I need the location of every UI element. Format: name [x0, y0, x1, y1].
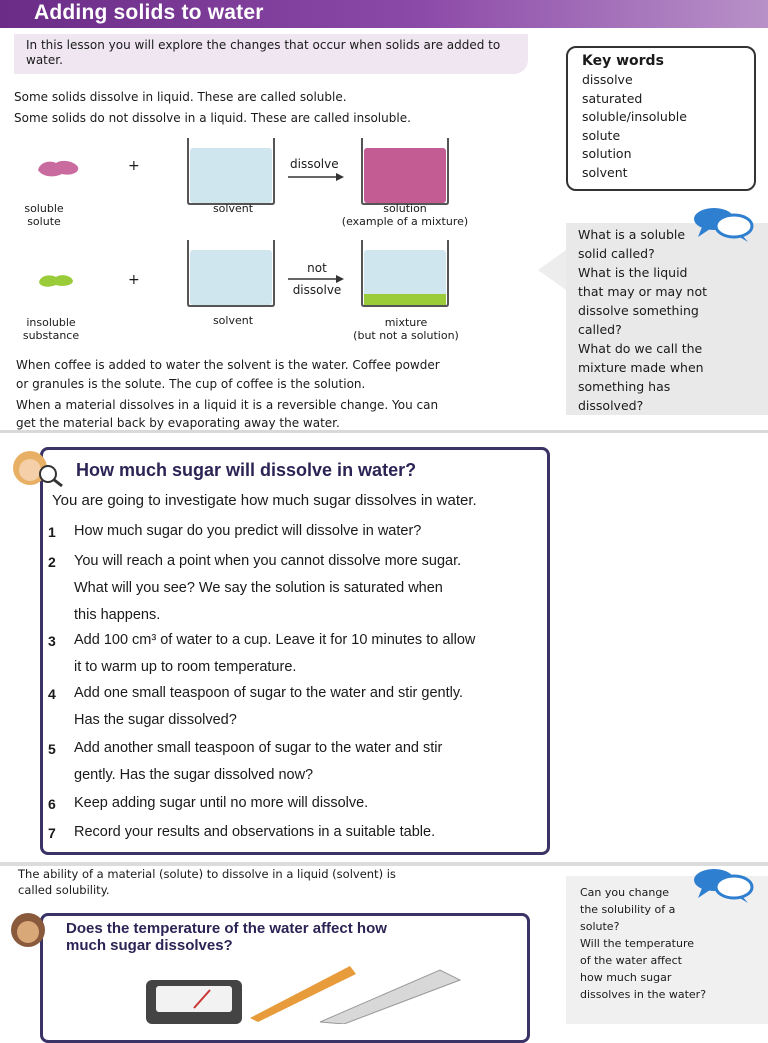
step-number: 6 — [48, 796, 56, 812]
question-line: something has — [578, 379, 671, 394]
solvent-label-2: solvent — [212, 314, 254, 327]
sediment-fill — [364, 294, 446, 305]
step-text — [74, 680, 544, 734]
soluble-solute-icon — [34, 156, 84, 180]
question-line: solute? — [580, 920, 620, 933]
question-line: What is the liquid — [578, 265, 688, 280]
question-line: the solubility of a — [580, 903, 676, 916]
coffee-text-1: When coffee is added to water the solvent is the water. Coffee powder — [16, 358, 440, 372]
step-text — [74, 819, 544, 846]
intro-text: In this lesson you will explore the changes that occur when solids are added to water. — [26, 38, 501, 67]
keyword-item: saturated — [582, 90, 643, 106]
step-number: 7 — [48, 825, 56, 841]
solution-label-line2: (example of a mixture) — [341, 215, 469, 228]
step-line: Record your results and observations in a suitable table. — [74, 824, 436, 840]
soluble-solute-shape — [38, 161, 78, 176]
step-text — [74, 790, 544, 817]
activity2-title-line: much sugar dissolves? — [66, 937, 233, 954]
scientist-avatar-icon — [6, 910, 52, 950]
activity-intro: You are going to investigate how much sugar dissolves in water. — [52, 492, 477, 509]
solvent-beaker-2 — [186, 238, 276, 308]
speech-bubble-icon — [690, 205, 756, 243]
solution-fill — [364, 148, 446, 203]
question-line: What is a soluble — [578, 227, 686, 242]
not-label: not — [307, 261, 327, 275]
step-line: Add another small teaspoon of sugar to the water and stir — [74, 740, 443, 756]
step-line: gently. Has the sugar dissolved now? — [74, 767, 314, 783]
step-text — [74, 548, 544, 629]
question-line: dissolved? — [578, 398, 644, 413]
solubility-line: called solubility. — [18, 883, 110, 897]
step-line: You will reach a point when you cannot dissolve more sugar. — [74, 553, 462, 569]
intro-box — [14, 34, 528, 74]
scientist-avatar-icon — [8, 448, 70, 490]
plus-sign: + — [128, 272, 140, 288]
insoluble-label-line1: insoluble — [26, 316, 76, 329]
solution-label — [330, 202, 480, 228]
step-text — [74, 735, 544, 789]
step-text — [74, 627, 544, 681]
keywords-box — [566, 46, 756, 191]
water-fill — [190, 148, 272, 203]
reversible-text-2: get the material back by evaporating away the water. — [16, 416, 340, 430]
water-fill — [190, 250, 272, 305]
question-line: how much sugar — [580, 971, 672, 984]
step-line: it to warm up to room temperature. — [74, 659, 297, 675]
step-number: 3 — [48, 633, 56, 649]
question-line: that may or may not — [578, 284, 708, 299]
insoluble-substance-shape — [39, 275, 73, 287]
insoluble-substance-icon — [36, 270, 76, 290]
meter-dial — [156, 986, 232, 1012]
question-line: mixture made when — [578, 360, 704, 375]
speech-bubble-icon — [690, 866, 756, 904]
soluble-label — [24, 202, 64, 228]
questions-box — [566, 223, 768, 415]
step-number: 4 — [48, 686, 56, 702]
step-line: this happens. — [74, 607, 161, 623]
keyword-item: solution — [582, 146, 632, 162]
right-arrow-icon — [288, 172, 346, 182]
page-title: Adding solids to water — [34, 1, 264, 24]
question-line: solid called? — [578, 246, 655, 261]
dissolve-label: dissolve — [292, 283, 342, 297]
question-line: called? — [578, 322, 622, 337]
solubility-text — [18, 866, 518, 898]
mixture-label — [336, 316, 476, 342]
keyword-item: dissolve — [582, 72, 633, 87]
question-line: What do we call the — [578, 341, 703, 356]
solubility-line: The ability of a material (solute) to dissolve in a liquid (solvent) is — [18, 867, 396, 881]
step-number: 2 — [48, 554, 56, 570]
keyword-item: solute — [582, 127, 621, 143]
insoluble-definition: Some solids do not dissolve in a liquid. These are called insoluble. — [14, 111, 411, 125]
soluble-definition: Some solids dissolve in liquid. These are called soluble. — [14, 90, 347, 104]
question-line: dissolves in the water? — [580, 988, 707, 1001]
solution-beaker — [360, 136, 450, 206]
soluble-label-line1: soluble — [24, 202, 64, 215]
question-line: Can you change — [580, 886, 670, 899]
dissolve-arrow-label: dissolve — [290, 157, 339, 171]
coffee-text-2: or granules is the solute. The cup of coffee is the solution. — [16, 377, 366, 391]
step-text — [74, 518, 544, 545]
step-number: 1 — [48, 524, 56, 540]
thermometer-and-meter-icon — [140, 960, 540, 1024]
question-line: dissolve something — [578, 303, 699, 318]
step-line: How much sugar do you predict will dissolve in water? — [74, 523, 422, 539]
mixture-beaker — [360, 238, 450, 308]
step-line: Add 100 cm³ of water to a cup. Leave it for 10 minutes to allow — [74, 632, 476, 648]
solvent-beaker-1 — [186, 136, 276, 206]
keyword-item: solvent — [582, 164, 628, 180]
activity-title: How much sugar will dissolve in water? — [76, 460, 417, 480]
question-line: Will the temperature — [580, 937, 694, 950]
mixture-label-line1: mixture — [384, 316, 428, 329]
plus-sign: + — [128, 158, 140, 174]
questions-pointer — [538, 250, 566, 290]
step-number: 5 — [48, 741, 56, 757]
mixture-label-line2: (but not a solution) — [353, 329, 459, 342]
soluble-label-line2: solute — [27, 215, 61, 228]
question-line: of the water affect — [580, 954, 682, 967]
page-divider — [0, 430, 768, 433]
solution-label-line1: solution — [383, 202, 427, 215]
insoluble-label-line2: substance — [22, 329, 80, 342]
step-line: Add one small teaspoon of sugar to the water and stir gently. — [74, 685, 464, 701]
activity2-title — [66, 920, 516, 954]
keyword-item: soluble/insoluble — [582, 109, 687, 125]
insoluble-label — [16, 316, 86, 342]
step-line: Keep adding sugar until no more will dissolve. — [74, 795, 369, 811]
solvent-label-1: solvent — [212, 202, 254, 215]
activity2-title-line: Does the temperature of the water affect how — [66, 920, 387, 937]
step-line: What will you see? We say the solution is saturated when — [74, 580, 443, 596]
keywords-title: Key words — [582, 53, 664, 69]
step-line: Has the sugar dissolved? — [74, 712, 237, 728]
reversible-text-1: When a material dissolves in a liquid it is a reversible change. You can — [16, 398, 439, 412]
